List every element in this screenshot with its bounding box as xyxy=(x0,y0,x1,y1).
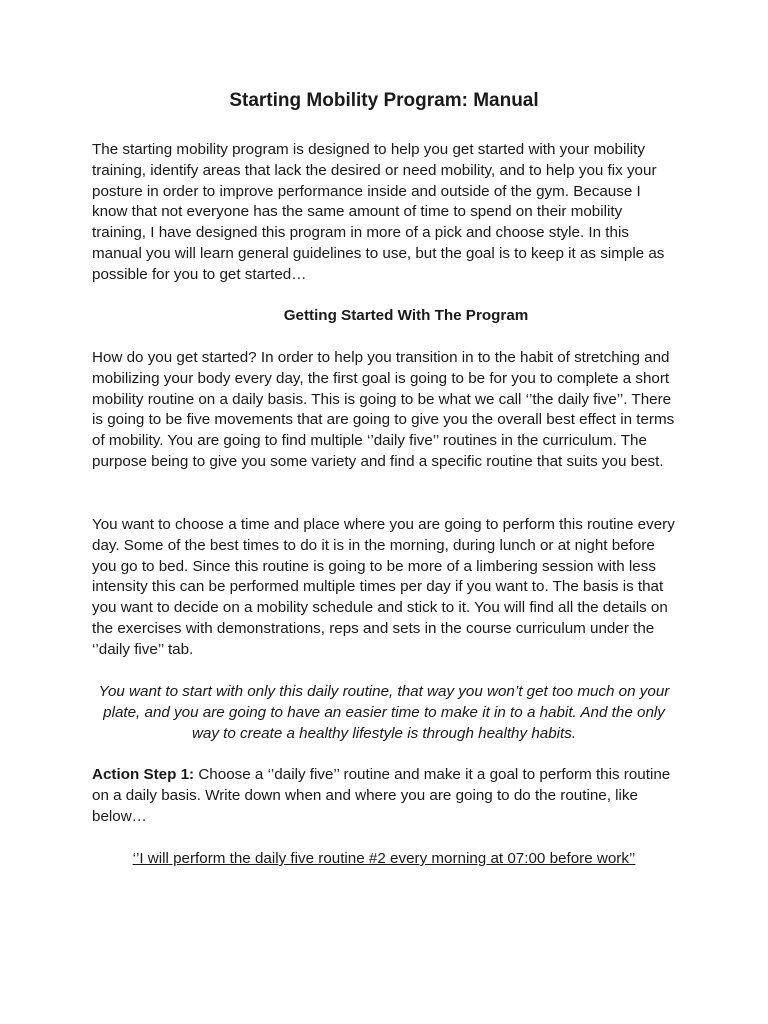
example-quote: ‘’I will perform the daily five routine #2 every morning at 07:00 before work’’ xyxy=(132,850,636,867)
schedule-paragraph: You want to choose a time and place where you are going to perform this routine every day. Some of the best times to do it is in the morning, during lunch or at night before you go to bed. Since this routine is going to be more of a limbering session with less intensity this can be performed multiple times per day if you want to. The basis is that you want to decide on a mobility schedule and stick to it. You will find all the details on the exercises with demonstrations, reps and sets in the course curriculum under the ‘’daily five’’ tab. xyxy=(92,516,675,658)
getting-started-paragraph: How do you get started? In order to help you transition in to the habit of stretching and mobilizing your body every day, the first goal is going to be for you to complete a short mobility routine on a daily basis. This is going to be what we call ‘’the daily five’’. There is going to be five movements that are going to give you the overall best effect in terms of mobility. You are going to find multiple ‘’daily five’’ routines in the curriculum. The purpose being to give you some variety and find a specific routine that suits you best. xyxy=(92,349,675,470)
action-step-label: Action Step 1: xyxy=(92,766,195,783)
document-title: Starting Mobility Program: Manual xyxy=(229,90,539,111)
action-step-paragraph xyxy=(92,765,676,827)
section-heading: Getting Started With The Program xyxy=(283,307,529,324)
action-step-text: Choose a ‘’daily five’’ routine and make it a goal to perform this routine on a daily basis. Write down when and where you are going to do the routine, like below… xyxy=(92,766,671,825)
intro-paragraph: The starting mobility program is designed to help you get started with your mobility training, identify areas that lack the desired or need mobility, and to help you fix your posture in order to improve performance inside and outside of the gym. Because I know that not everyone has the same amount of time to spend on their mobility training, I have designed this program in more of a pick and choose style. In this manual you will learn general guidelines to use, but the goal is to keep it as simple as possible for you to get started… xyxy=(92,141,665,283)
italic-note: You want to start with only this daily routine, that way you won’t get too much on your plate, and you are going to have an easier time to make it in to a habit. And the only way to create a healthy lifestyle is through healthy habits. xyxy=(98,683,670,742)
